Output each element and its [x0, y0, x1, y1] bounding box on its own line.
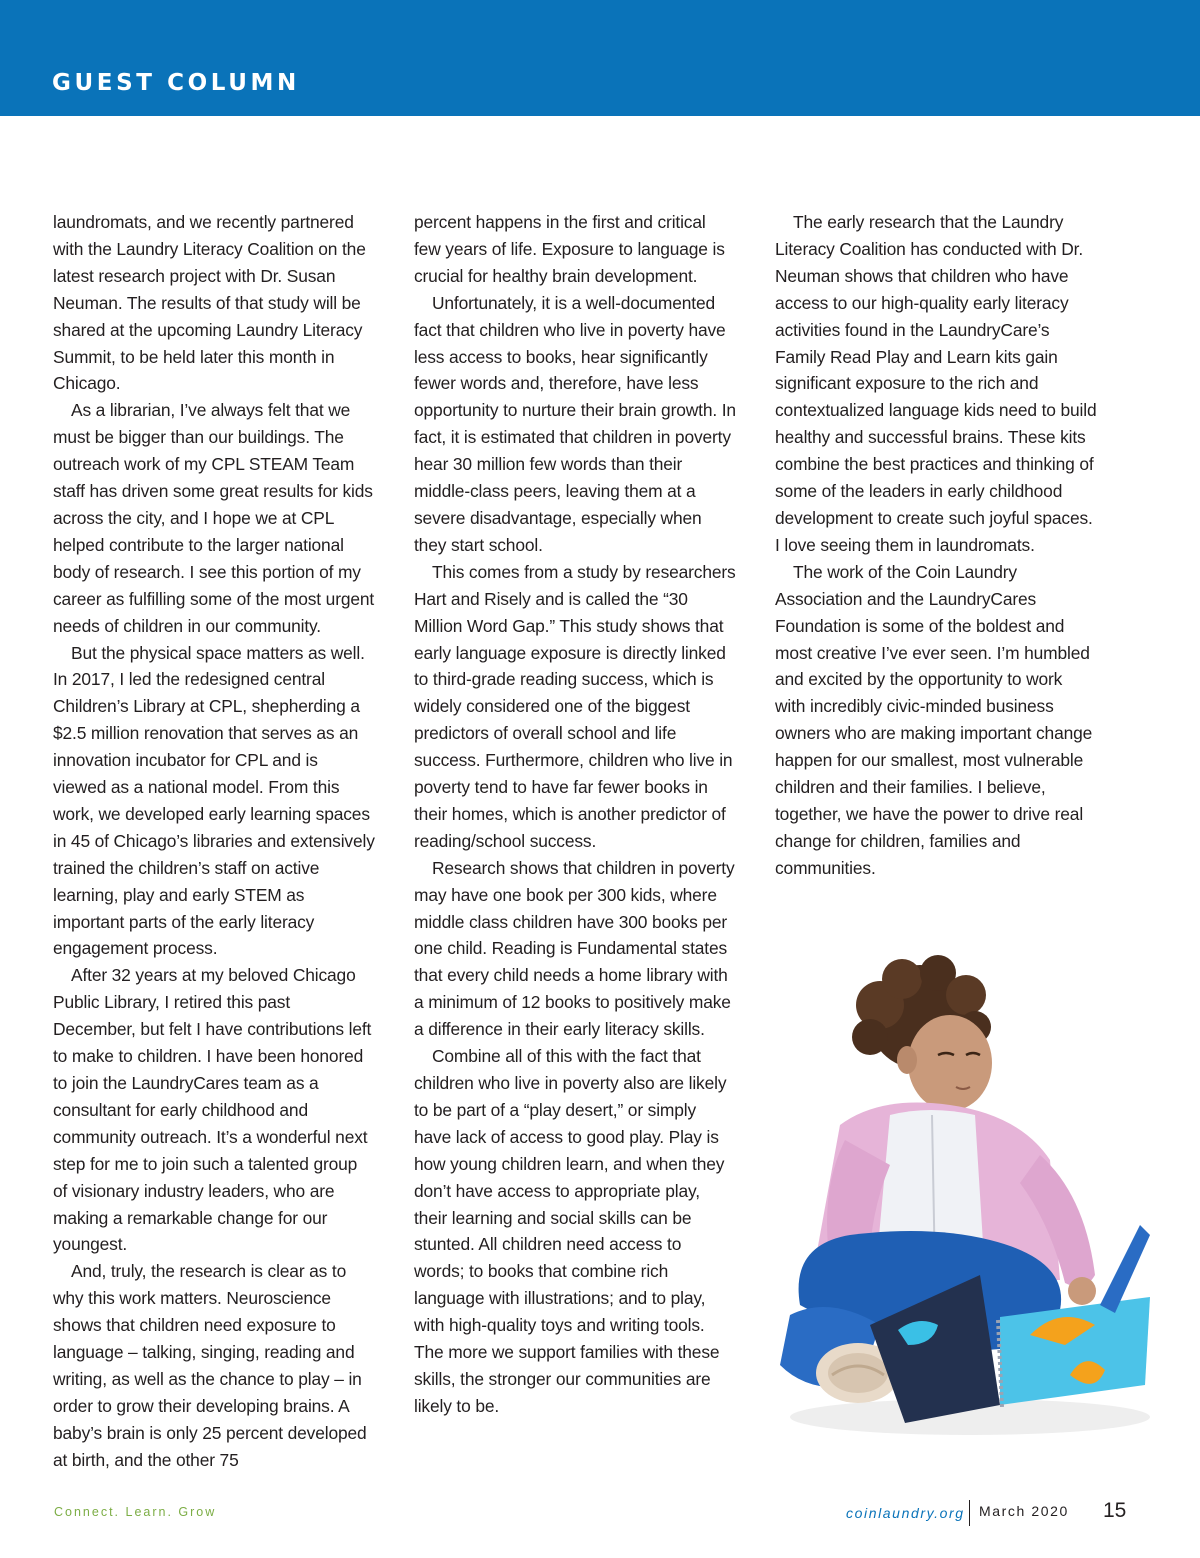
paragraph: The early research that the Laundry Literacy Coalition has conducted with Dr. Neuman shows that children who have access to our high-quality early literacy activities found in the LaundryCare’s Family Read Play and Learn kits gain significant exposure to the rich and contextualized language kids need to build healthy and successful brains. These kits combine the best practices and thinking of some of the leaders in early childhood development to create such joyful spaces. I love seeing them in laundromats.: [775, 212, 1097, 555]
article-column-2: [414, 209, 736, 1420]
section-label: GUEST COLUMN: [52, 70, 300, 96]
header-band: [0, 0, 1200, 116]
paragraph: The work of the Coin Laundry Association and the LaundryCares Foundation is some of the boldest and most creative I’ve ever seen. I’m humbled and excited by the opportunity to work with incredibly civic-minded business owners who are making important change happen for our smallest, most vulnerable children and their families. I believe, together, we have the power to drive real change for children, families and communities.: [775, 561, 1093, 878]
article-column-3: [775, 209, 1097, 882]
paragraph: After 32 years at my beloved Chicago Public Library, I retired this past December, but felt I have contributions left to make to children. I have been honored to join the LaundryCares team as a consultant for early childhood and community outreach. It’s a wonderful next step for me to join such a talented group of visionary industry leaders, who are making a remarkable change for our youngest.: [53, 965, 372, 1255]
footer-divider: [969, 1500, 970, 1526]
footer-website-link[interactable]: coinlaundry.org: [846, 1505, 965, 1521]
paragraph: And, truly, the research is clear as to why this work matters. Neuroscience shows that children need exposure to language – talking, singing, reading and writing, as well as the chance to play – in order to grow their developing brains. A baby’s brain is only 25 percent developed at birth, and the other 75: [53, 1261, 367, 1470]
article-column-1: [53, 209, 375, 1474]
paragraph: Unfortunately, it is a well-documented fact that children who live in poverty have less access to books, hear significantly fewer words and, therefore, have less opportunity to nurture their brain growth. In fact, it is estimated that children in poverty hear 30 million few words than their middle-class peers, leaving them at a severe disadvantage, especially when they start school.: [414, 292, 736, 555]
footer-tagline: Connect. Learn. Grow: [54, 1505, 217, 1519]
paragraph: percent happens in the first and critical few years of life. Exposure to language is crucial for healthy brain development.: [414, 212, 725, 286]
page-number: 15: [1103, 1499, 1127, 1522]
paragraph: As a librarian, I’ve always felt that we must be bigger than our buildings. The outreach work of my CPL STEAM Team staff has driven some great results for kids across the city, and I hope we at CPL helped contribute to the larger national body of research. I see this portion of my career as fulfilling some of the most urgent needs of children in our community.: [53, 400, 375, 636]
paragraph: But the physical space matters as well. In 2017, I led the redesigned central Children’s Library at CPL, shepherding a $2.5 million renovation that serves as an innovation incubator for CPL and is viewed as a national model. From this work, we developed early learning spaces in 45 of Chicago’s libraries and extensively trained the children’s staff on active learning, play and early STEM as important parts of the early literacy engagement process.: [53, 642, 375, 959]
paragraph: Research shows that children in poverty may have one book per 300 kids, where middle class children have 300 books per one child. Reading is Fundamental states that every child needs a home library with a minimum of 12 books to positively make a difference in their early literacy skills.: [414, 857, 735, 1040]
paragraph: Combine all of this with the fact that children who live in poverty also are likely to be part of a “play desert,” or simply have lack of access to good play. Play is how young children learn, and when they don’t have access to appropriate play, their learning and social skills can be stunted. All children need access to words; to books that combine rich language with illustrations; and to play, with high-quality toys and writing tools. The more we support families with these skills, the stronger our communities are likely to be.: [414, 1046, 727, 1416]
paragraph: laundromats, and we recently partnered with the Laundry Literacy Coalition on the latest research project with Dr. Susan Neuman. The results of that study will be shared at the upcoming Laundry Literacy Summit, to be held later this month in Chicago.: [53, 212, 366, 394]
issue-date: March 2020: [979, 1503, 1069, 1519]
paragraph: This comes from a study by researchers Hart and Risely and is called the “30 Million Word Gap.” This study shows that early language exposure is directly linked to third-grade reading success, which is widely considered one of the biggest predictors of overall school and life success. Furthermore, children who live in poverty tend to have far fewer books in their homes, which is another predictor of reading/school success.: [414, 561, 736, 851]
child-reading-photo: [770, 955, 1160, 1445]
